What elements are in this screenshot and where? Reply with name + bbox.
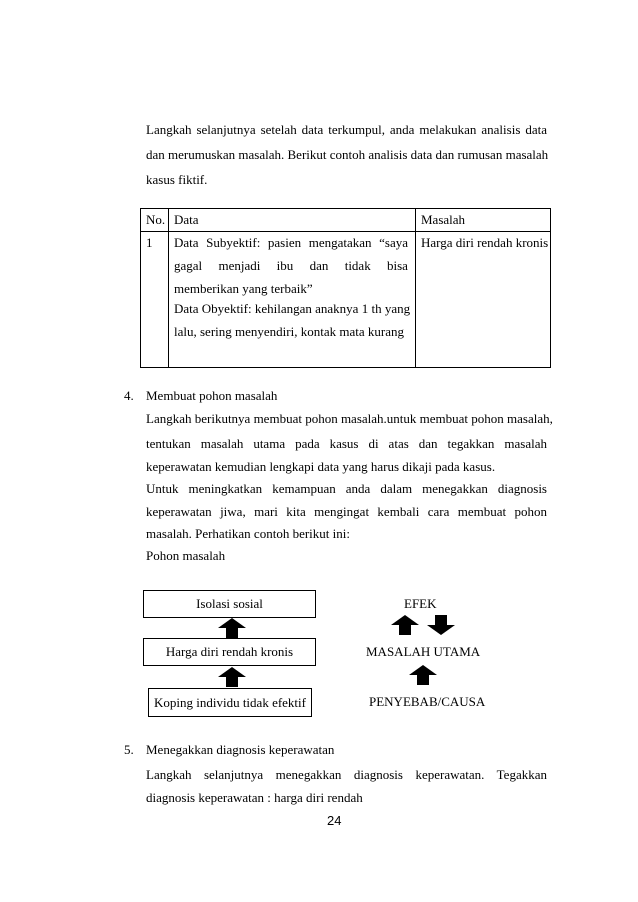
section5-line: Langkah selanjutnya menegakkan diagnosis keperawatan. Tegakkan xyxy=(146,767,547,782)
table-header-divider xyxy=(141,231,550,232)
section5-line: diagnosis keperawatan : harga diri rendah xyxy=(146,790,363,805)
word: bisa xyxy=(387,258,408,273)
table-col-divider xyxy=(168,209,169,367)
section4-line: Langkah berikutnya membuat pohon masalah.untuk membuat pohon masalah, xyxy=(146,411,553,426)
section4-line: Untuk meningkatkan kemampuan anda dalam menegakkan diagnosis xyxy=(146,481,547,496)
table-row-data-line xyxy=(174,258,408,274)
tree-box-effect: Isolasi sosial xyxy=(143,590,316,618)
tree-box-cause: Koping individu tidak efektif xyxy=(148,688,312,717)
table-row-data-justified xyxy=(174,258,408,274)
legend-cause: PENYEBAB/CAUSA xyxy=(369,694,486,709)
section4-line: masalah. Perhatikan contoh berikut ini: xyxy=(146,526,350,541)
intro-line-3: kasus fiktif. xyxy=(146,172,208,187)
tree-box-core: Harga diri rendah kronis xyxy=(143,638,316,666)
table-row-data-line: Data Subyektif: pasien mengatakan “saya xyxy=(174,235,408,250)
word: gagal xyxy=(174,258,203,273)
table-row-data-line: memberikan yang terbaik” xyxy=(174,281,313,296)
word: tidak xyxy=(344,258,371,273)
page-number: 24 xyxy=(327,813,342,828)
table-row-masalah: Harga diri rendah kronis xyxy=(421,235,549,250)
arrow-down-icon xyxy=(426,614,456,636)
table-row-data-line: lalu, sering menyendiri, kontak mata kurang xyxy=(174,324,404,339)
section4-number: 4. xyxy=(124,388,134,403)
legend-effect: EFEK xyxy=(404,596,437,611)
intro-line-1: Langkah selanjutnya setelah data terkumpul, anda melakukan analisis data xyxy=(146,122,547,137)
section4-line: tentukan masalah utama pada kasus di atas dan tegakkan masalah xyxy=(146,436,547,451)
table-header-masalah: Masalah xyxy=(421,212,466,227)
section5-title: Menegakkan diagnosis keperawatan xyxy=(146,742,335,757)
arrow-up-icon xyxy=(217,666,247,688)
section4-line: keperawatan kemudian lengkapi data yang harus dikaji pada kasus. xyxy=(146,459,496,474)
table-header-no: No. xyxy=(146,212,166,227)
word: dan xyxy=(309,258,329,273)
table-header-data: Data xyxy=(174,212,199,227)
arrow-up-icon xyxy=(408,664,438,686)
word: ibu xyxy=(276,258,294,273)
table-row-data-line: Data Obyektif: kehilangan anaknya 1 th yang xyxy=(174,301,411,316)
section4-line: keperawatan jiwa, mari kita mengingat kembali cara membuat pohon xyxy=(146,504,547,519)
table-col-divider xyxy=(415,209,416,367)
analysis-table xyxy=(140,208,551,368)
arrow-up-icon xyxy=(217,617,247,639)
arrow-up-icon xyxy=(390,614,420,636)
intro-line-2: dan merumuskan masalah. Berikut contoh analisis data dan rumusan masalah xyxy=(146,147,549,162)
word: menjadi xyxy=(218,258,261,273)
table-row-no: 1 xyxy=(146,235,153,250)
section4-line: Pohon masalah xyxy=(146,548,226,563)
legend-core: MASALAH UTAMA xyxy=(366,644,481,659)
section4-title: Membuat pohon masalah xyxy=(146,388,278,403)
section5-number: 5. xyxy=(124,742,134,757)
